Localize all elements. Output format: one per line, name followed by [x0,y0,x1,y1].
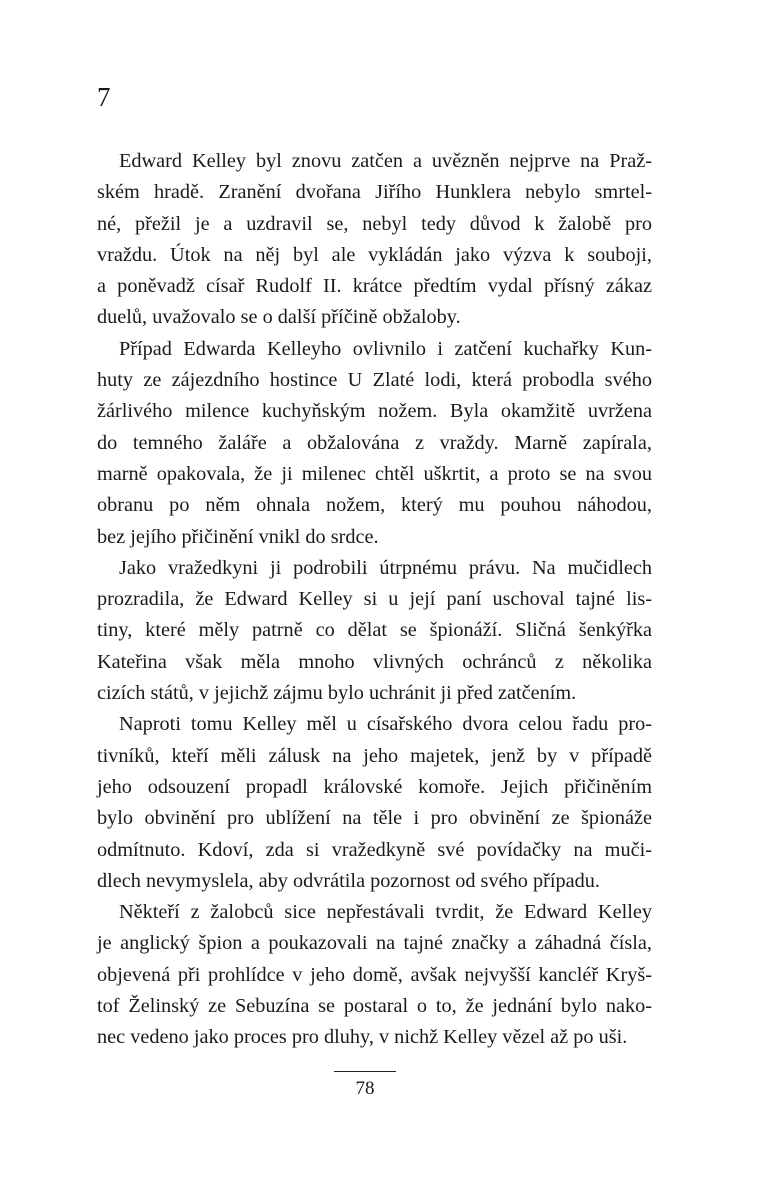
text-line: huty ze zájezdního hostince U Zlaté lodi, která probodla svého [97,369,652,392]
text-line: Edward Kelley byl znovu zatčen a uvězněn nejprve na Praž- [119,150,652,172]
text-line: Jako vražedkyni ji podrobili útrpnému právu. Na mučidlech [119,556,652,579]
text-line: Někteří z žalobců sice nepřestávali tvrdit, že Edward Kelley [119,901,652,924]
paragraph [97,709,652,897]
text-line: do temného žaláře a obžalována z vraždy. Marně zapírala, [97,431,652,454]
text-line: a poněvadž císař Rudolf II. krátce předtím vydal přísný zákaz [97,275,652,298]
text-line: nec vedeno jako proces pro dluhy, v nichž Kelley vězel až po uši. [97,1026,628,1049]
text-line: je anglický špion a poukazovali na tajné značky a záhadná čísla, [97,932,652,955]
text-line: Případ Edwarda Kelleyho ovlivnilo i zatčení kuchařky Kun- [119,337,652,360]
text-line: né, přežil je a uzdravil se, nebyl tedy důvod k žalobě pro [97,212,652,235]
text-line: dlech nevymyslela, aby odvrátila pozornost od svého případu. [97,869,600,892]
text-line: duelů, uvažovalo se o další příčině obžaloby. [97,306,461,329]
text-line: marně opakovala, že ji milenec chtěl uškrtit, a proto se na svou [97,462,652,485]
text-line: Kateřina však měla mnoho vlivných ochránců z několika [97,650,652,673]
text-line: Naproti tomu Kelley měl u císařského dvora celou řadu pro- [119,713,652,736]
text-line: tivníků, kteří měli zálusk na jeho majetek, jenž by v případě [97,744,652,767]
text-line: tiny, které měly patrně co dělat se špionáží. Sličná šenkýřka [97,619,652,642]
page-number-rule [334,1071,396,1072]
text-line: bez jejího přičinění vnikl do srdce. [97,525,379,548]
paragraph [97,897,652,1053]
text-line: jeho odsouzení propadl královské komoře. Jejich přičiněním [97,775,652,798]
page-number: 78 [355,1078,375,1099]
text-line: odmítnuto. Kdoví, zda si vražedkyně své povídačky na muči- [97,838,652,861]
paragraph [97,553,652,709]
paragraph [97,334,652,553]
text-line: tof Želinský ze Sebuzína se postaral o to, že jednání bylo nako- [97,995,652,1018]
text-line: ském hradě. Zranění dvořana Jiřího Hunklera nebylo smrtel- [97,181,652,204]
text-line: vraždu. Útok na něj byl ale vykládán jako výzva k souboji, [97,243,652,266]
text-line: objevená při prohlídce v jeho domě, avšak nejvyšší kancléř Kryš- [97,963,652,986]
text-line: cizích států, v jejichž zájmu bylo uchránit ji před zatčením. [97,682,577,705]
text-line: prozradila, že Edward Kelley si u její paní uschoval tajné lis- [97,588,652,611]
body-text [97,146,652,1054]
text-line: obranu po něm ohnala nožem, který mu pouhou náhodou, [97,494,652,517]
text-line: bylo obvinění pro ublížení na těle i pro obvinění ze špionáže [97,807,652,830]
chapter-number: 7 [97,82,111,112]
paragraph [97,146,652,334]
text-line: žárlivého milence kuchyňským nožem. Byla okamžitě uvržena [97,400,652,423]
